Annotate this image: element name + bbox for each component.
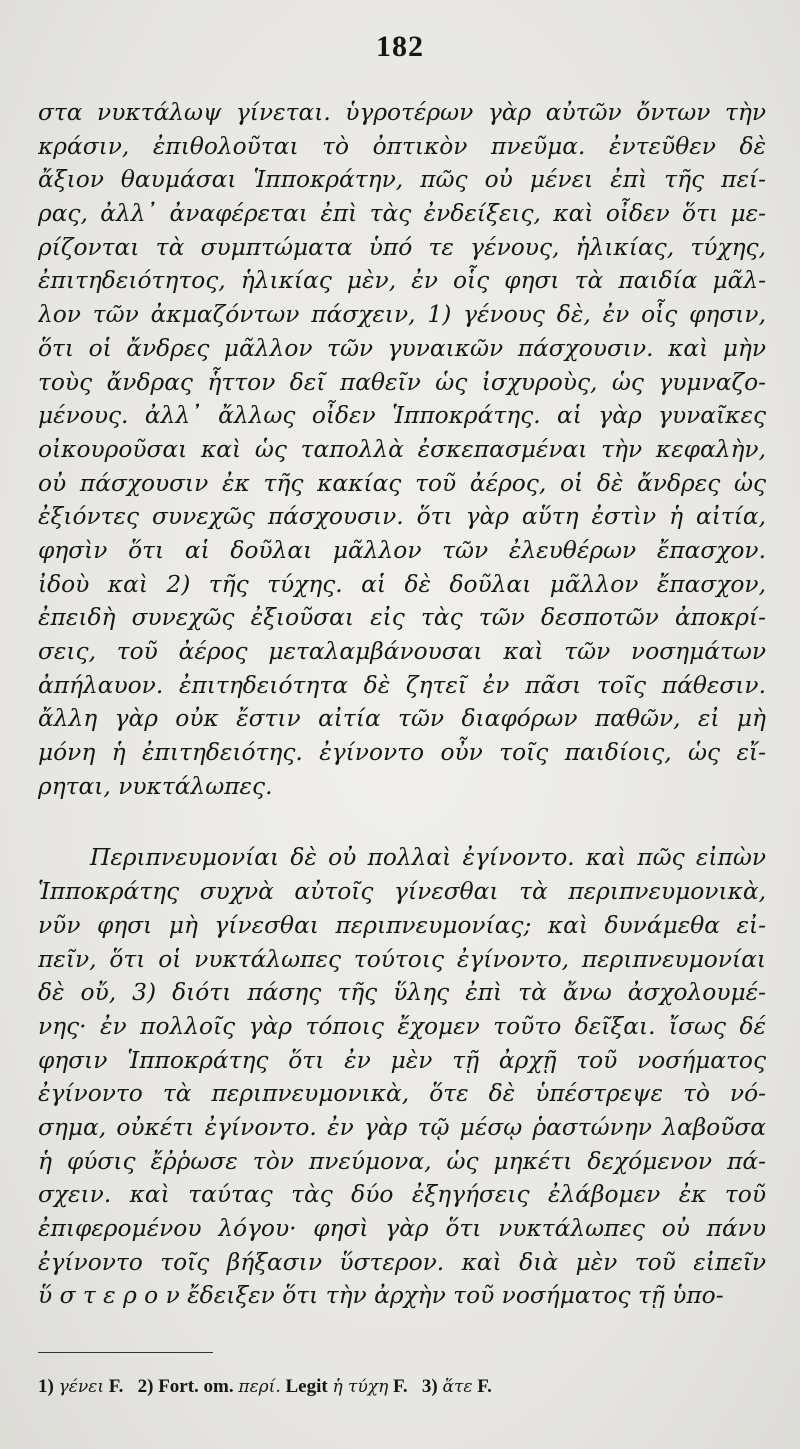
- text-line: νῦν φησι μὴ γίνεσθαι περιπνευμονίας; καὶ δυνάμεθα εἰ-: [38, 911, 766, 939]
- text-line: ὅτι οἱ ἄνδρες μᾶλλον τῶν γυναικῶν πάσχουσιν. καὶ μὴν: [38, 334, 766, 362]
- text-line: σχειν. καὶ ταύτας τὰς δύο ἐξηγήσεις ἐλάβομεν ἐκ τοῦ: [38, 1181, 766, 1209]
- text-line: οὐ πάσχουσιν ἐκ τῆς κακίας τοῦ ἀέρος, οἱ δὲ ἄνδρες ὡς: [38, 469, 766, 497]
- footnote-text: F.: [108, 1376, 124, 1397]
- text-line: ρας, ἀλλ᾽ ἀναφέρεται ἐπὶ τὰς ἐνδείξεις, καὶ οἶδεν ὅτι με-: [38, 200, 766, 228]
- text-line: σεις, τοῦ ἀέρος μεταλαμβάνουσαι καὶ τῶν νοσημάτων: [38, 638, 766, 665]
- text-line: στα νυκτάλωψ γίνεται. ὑγροτέρων γὰρ αὐτῶν ὄντων τὴν: [38, 99, 766, 126]
- text-line: ἐγίνοντο τὰ περιπνευμονικὰ, ὅτε δὲ ὑπέστρεψε τὸ νό-: [38, 1080, 766, 1108]
- text-line: ἄλλη γὰρ οὐκ ἔστιν αἰτία τῶν διαφόρων παθῶν, εἰ μὴ: [38, 705, 766, 733]
- text-line: ἐξιόντες συνεχῶς πάσχουσιν. ὅτι γὰρ αὕτη ἐστὶν ἡ αἰτία,: [38, 503, 766, 531]
- footnote-greek: γένει: [58, 1377, 104, 1397]
- text-line: ἐπειδὴ συνεχῶς ἐξιοῦσαι εἰς τὰς τῶν δεσποτῶν ἀποκρί-: [38, 604, 766, 632]
- text-line: σημα, οὐκέτι ἐγίνοντο. ἐν γὰρ τῷ μέσῳ ῥαστώνην λαβοῦσα: [38, 1113, 766, 1141]
- paragraph-gap: [38, 803, 766, 841]
- text-line: φησὶν ὅτι αἱ δοῦλαι μᾶλλον τῶν ἐλευθέρων ἔπασχον.: [38, 536, 766, 564]
- footnote-text: Fort. om.: [158, 1376, 234, 1397]
- text-line: ἰδοὺ καὶ 2) τῆς τύχης. αἱ δὲ δοῦλαι μᾶλλον ἔπασχον,: [38, 570, 766, 598]
- footnote-marker: 3): [421, 1376, 438, 1397]
- paragraph: [38, 841, 766, 1313]
- text-line: ἐπιτηδειότητος, ἡλικίας μὲν, ἐν οἷς φησι τὰ παιδία μᾶλ-: [38, 267, 766, 295]
- body-text: [38, 96, 766, 1313]
- footnotes: [38, 1376, 766, 1398]
- text-line: ρίζονται τὰ συμπτώματα ὑπό τε γένους, ἡλικίας, τύχης,: [38, 233, 766, 261]
- text-line: ἐγίνοντο τοῖς βήξασιν ὕστερον. καὶ διὰ μὲν τοῦ εἰπεῖν: [38, 1248, 766, 1276]
- text-line: ρηται, νυκτάλωπες.: [38, 772, 273, 800]
- text-line: νης· ἐν πολλοῖς γὰρ τόποις ἔχομεν τοῦτο δεῖξαι. ἴσως δέ: [38, 1012, 766, 1040]
- footnote-text: Legit: [285, 1376, 328, 1397]
- footnote-greek: περί.: [238, 1377, 281, 1397]
- text-line: ἡ φύσις ἔῤῥωσε τὸν πνεύμονα, ὡς μηκέτι δεχόμενον πά-: [38, 1147, 766, 1175]
- text-line: ἐπιφερομένου λόγου· φησὶ γὰρ ὅτι νυκτάλωπες οὐ πάνυ: [38, 1215, 766, 1242]
- footnote-text: F.: [477, 1376, 492, 1397]
- text-line: λον τῶν ἀκμαζόντων πάσχειν, 1) γένους δὲ, ἐν οἷς φησιν,: [38, 301, 766, 329]
- footnote-text: F.: [393, 1376, 408, 1397]
- text-line: τοὺς ἄνδρας ἧττον δεῖ παθεῖν ὡς ἰσχυροὺς, ὡς γυμναζο-: [38, 368, 766, 396]
- text-line: ἀπήλαυον. ἐπιτηδειότητα δὲ ζητεῖ ἐν πᾶσι τοῖς πάθεσιν.: [38, 671, 766, 699]
- paragraph: [38, 96, 766, 803]
- footnote-greek: ἡ τύχη: [332, 1377, 389, 1397]
- text-line: ὕ σ τ ε ρ ο ν ἔδειξεν ὅτι τὴν ἀρχὴν τοῦ νοσήματος τῇ ὑπο-: [38, 1282, 724, 1310]
- text-line: κράσιν, ἐπιθολοῦται τὸ ὀπτικὸν πνεῦμα. ἐντεῦθεν δὲ: [38, 132, 766, 160]
- footnote-marker: 1): [38, 1376, 54, 1397]
- text-line: μένους. ἀλλ᾽ ἄλλως οἶδεν Ἱπποκράτης. αἱ γὰρ γυναῖκες: [38, 402, 766, 430]
- text-line: Περιπνευμονίαι δὲ οὐ πολλαὶ ἐγίνοντο. καὶ πῶς εἰπὼν: [90, 844, 766, 872]
- text-line: οἰκουροῦσαι καὶ ὡς ταπολλὰ ἐσκεπασμέναι τὴν κεφαλὴν,: [38, 435, 766, 463]
- footnote-rule: [38, 1352, 213, 1353]
- text-line: φησιν Ἱπποκράτης ὅτι ἐν μὲν τῇ ἀρχῇ τοῦ νοσήματος: [38, 1046, 766, 1074]
- text-line: δὲ οὔ, 3) διότι πάσης τῆς ὕλης ἐπὶ τὰ ἄνω ἀσχολουμέ-: [38, 979, 766, 1007]
- text-line: πεῖν, ὅτι οἱ νυκτάλωπες τούτοις ἐγίνοντο, περιπνευμονίαι: [38, 945, 766, 973]
- page-number: 182: [376, 30, 424, 63]
- text-line: Ἱπποκράτης συχνὰ αὐτοῖς γίνεσθαι τὰ περιπνευμονικὰ,: [38, 878, 766, 906]
- text-line: μόνη ἡ ἐπιτηδειότης. ἐγίνοντο οὖν τοῖς παιδίοις, ὡς εἴ-: [38, 739, 766, 767]
- text-line: ἄξιον θαυμάσαι Ἱπποκράτην, πῶς οὐ μένει ἐπὶ τῆς πεί-: [38, 166, 766, 194]
- footnote-marker: 2): [137, 1376, 154, 1397]
- footnote-greek: ἅτε: [442, 1377, 473, 1397]
